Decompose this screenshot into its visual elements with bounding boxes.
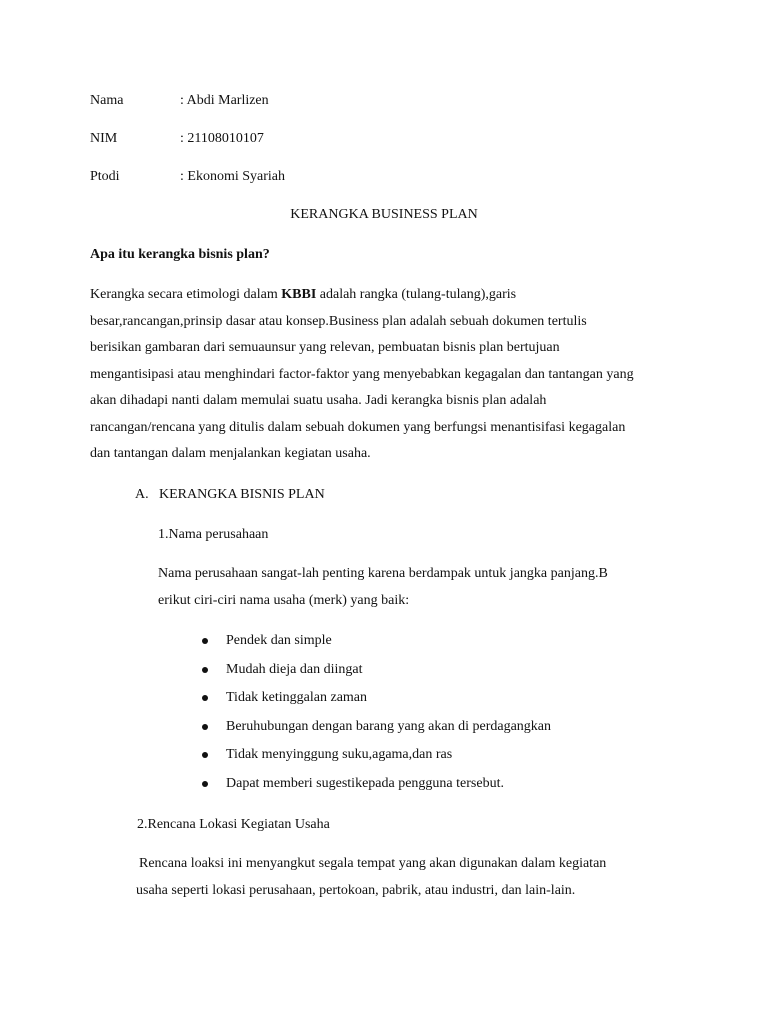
bullet-icon — [202, 724, 208, 730]
list-item: Pendek dan simple — [202, 631, 551, 660]
document-title: KERANGKA BUSINESS PLAN — [290, 207, 478, 222]
item2-text-line: usaha seperti lokasi perusahaan, pertokoan, pabrik, atau industri, dan lain-lain. — [136, 883, 576, 898]
intro-line: mengantisipasi atau menghindari factor-faktor yang menyebabkan kegagalan dan tantangan yang — [90, 366, 634, 382]
prodi-label: Ptodi — [90, 169, 120, 184]
bullet-icon — [202, 638, 208, 644]
list-item: Beruhubungan dengan barang yang akan di perdagangkan — [202, 717, 551, 746]
list-item: Dapat memberi sugestikepada pengguna tersebut. — [202, 774, 551, 803]
kbbi-term: KBBI — [281, 287, 317, 302]
bullet-icon — [202, 752, 208, 758]
nim-label: NIM — [90, 131, 118, 146]
question-heading: Apa itu kerangka bisnis plan? — [90, 247, 270, 262]
list-item: Tidak menyinggung suku,agama,dan ras — [202, 745, 551, 774]
prodi-value: : Ekonomi Syariah — [180, 169, 285, 184]
bullet-icon — [202, 781, 208, 787]
intro-line: dan tantangan dalam menjalankan kegiatan usaha. — [90, 446, 371, 461]
bullet-icon — [202, 695, 208, 701]
name-label: Nama — [90, 93, 124, 108]
item2-text-line: Rencana loaksi ini menyangkut segala tempat yang akan digunakan dalam kegiatan — [139, 856, 607, 871]
list-item: Tidak ketinggalan zaman — [202, 688, 551, 717]
name-value: : Abdi Marlizen — [180, 93, 269, 108]
item1-text-line: erikut ciri-ciri nama usaha (merk) yang baik: — [158, 593, 410, 608]
nim-value: : 21108010107 — [180, 131, 264, 146]
bullet-icon — [202, 667, 208, 673]
section-a-marker: A. — [135, 487, 149, 502]
intro-line: Kerangka secara etimologi dalam KBBI adalah rangka (tulang-tulang),garis — [90, 287, 517, 302]
intro-line: besar,rancangan,prinsip dasar atau konsep.Business plan adalah sebuah dokumen tertulis — [90, 313, 587, 329]
section-a-title: KERANGKA BISNIS PLAN — [159, 487, 325, 502]
intro-line: rancangan/rencana yang ditulis dalam sebuah dokumen yang berfungsi menantisifasi kegagalan — [90, 419, 626, 435]
bullet-list — [202, 631, 551, 802]
intro-line: akan dihadapi nanti dalam memulai suatu usaha. Jadi kerangka bisnis plan adalah — [90, 393, 547, 408]
item2-heading: 2.Rencana Lokasi Kegiatan Usaha — [137, 817, 330, 832]
list-item: Mudah dieja dan diingat — [202, 660, 551, 689]
intro-line: berisikan gambaran dari semuaunsur yang relevan, pembuatan bisnis plan bertujuan — [90, 340, 560, 355]
item1-heading: 1.Nama perusahaan — [158, 527, 269, 542]
item1-text-line: Nama perusahaan sangat-lah penting karena berdampak untuk jangka panjang.B — [158, 566, 608, 581]
intro-paragraph — [90, 282, 690, 468]
